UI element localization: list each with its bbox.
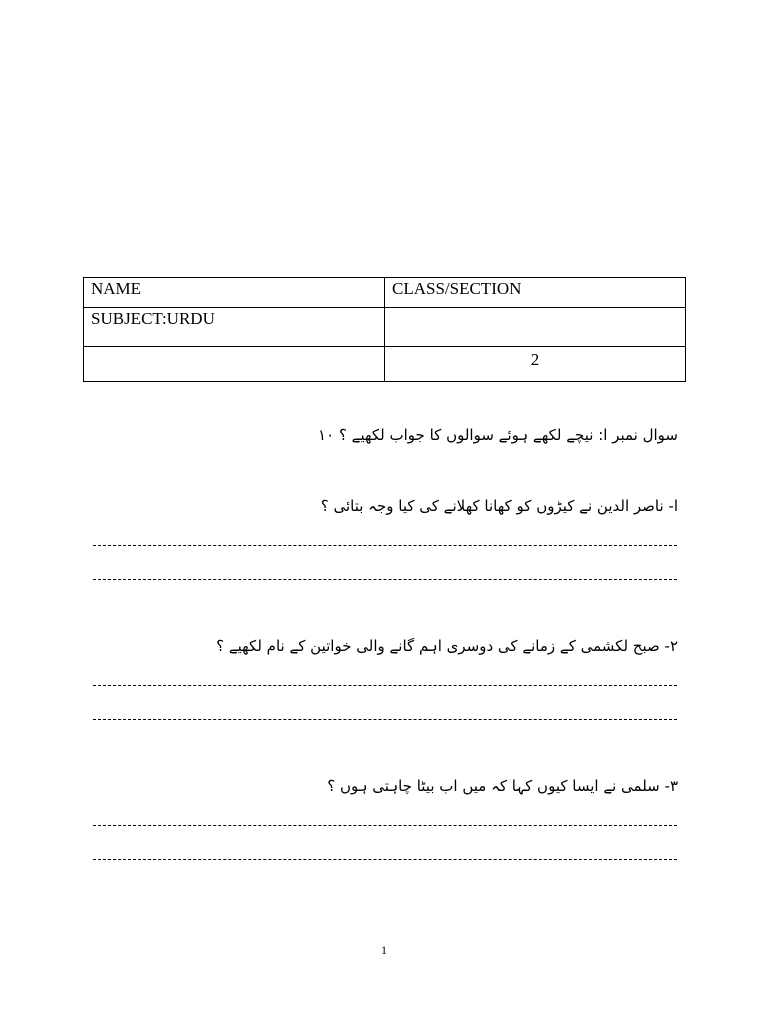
answer-line [93,859,677,860]
answer-line [93,545,677,546]
answer-line [93,579,677,580]
subject-value-cell [385,308,686,347]
table-row [84,347,686,382]
number-cell: 2 [385,347,686,382]
page-number: 1 [381,943,387,957]
subject-cell: SUBJECT:URDU [84,308,385,347]
answer-line [93,685,677,686]
student-info-table [83,277,686,382]
name-cell: NAME [84,278,385,308]
answer-line [93,719,677,720]
answer-line [93,825,677,826]
table-row [84,308,686,347]
question-1: ا- ناصر الدین نے کیڑوں کو کھانا کھلانے کی کیا وجہ بتائی ؟ [320,497,678,515]
question-2: ٢- صبح لکشمی کے زمانے کی دوسری اہم گانے والی خواتین کے نام لکھیے ؟ [216,637,678,655]
question-instruction: سوال نمبر ا: نیچے لکھے ہوئے سوالوں کا جواب لکھیے ؟ ١٠ [318,426,678,444]
question-3: ٣- سلمی نے ایسا کیوں کہا کہ میں اب بیٹا چاہتی ہوں ؟ [327,777,678,795]
class-section-cell: CLASS/SECTION [385,278,686,308]
blank-cell [84,347,385,382]
table-row [84,278,686,308]
